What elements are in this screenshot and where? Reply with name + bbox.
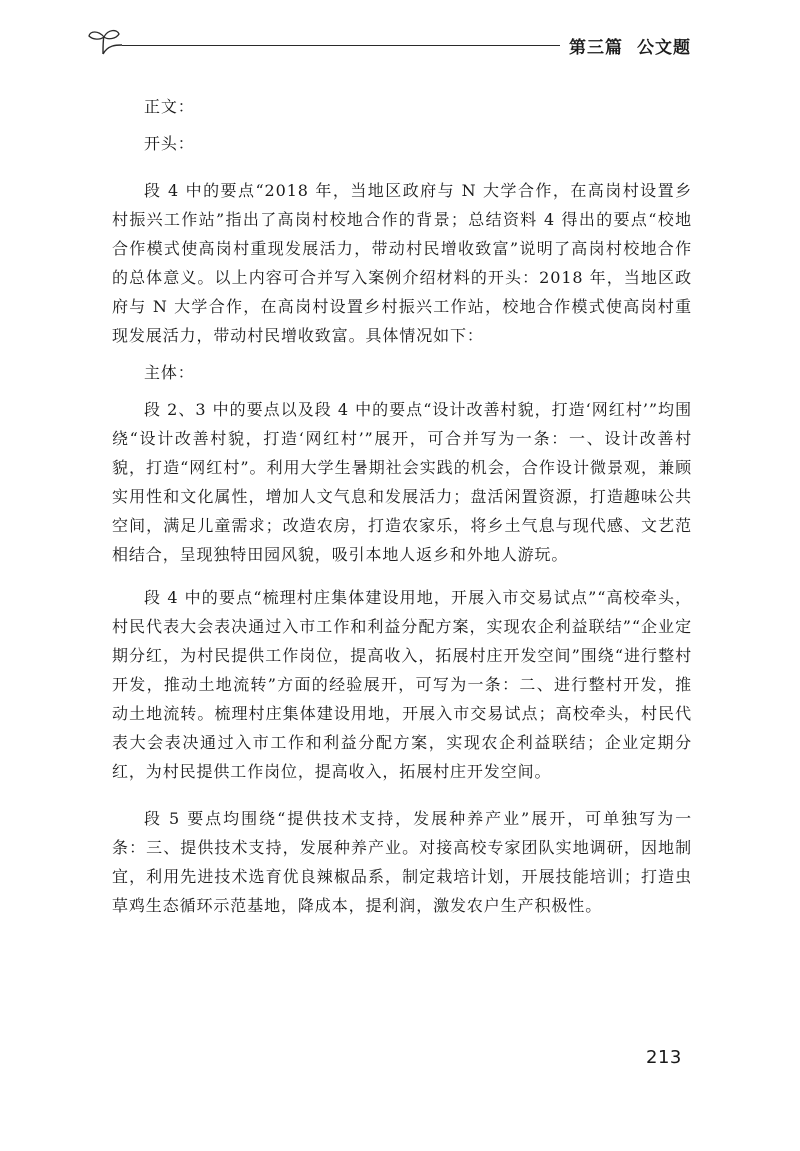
- section-topic: 公文题: [637, 38, 691, 58]
- running-header: [0, 0, 800, 70]
- body-paragraph-3: 段 5 要点均围绕“提供技术支持，发展种养产业”展开，可单独写为一条：三、提供技术支持，发展种养产业。对接高校专家团队实地调研，因地制宜，利用先进技术选育优良辣椒品系，制定栽培计划，开展技能培训；打造虫草鸡生态循环示范基地，降成本，提利润，激发农户生产积极性。: [112, 809, 692, 915]
- body-paragraph-2: 段 4 中的要点“梳理村庄集体建设用地，开展入市交易试点”“高校牵头，村民代表大会表决通过入市工作和利益分配方案，实现农企利益联结”“企业定期分红，为村民提供工作岗位，提高收入，拓展村庄开发空间”围绕“进行整村开发，推动土地流转”方面的经验展开，可写为一条：二、进行整村开发，推动土地流转。梳理村庄集体建设用地，开展入市交易试点；高校牵头，村民代表大会表决通过入市工作和利益分配方案，实现农企利益联结；企业定期分红，为村民提供工作岗位，提高收入，拓展村庄开发空间。: [112, 588, 692, 781]
- label-opening: 开头：: [144, 134, 195, 153]
- label-main-body: 主体：: [144, 363, 195, 382]
- label-main-text: 正文：: [144, 97, 195, 116]
- section-part: 第三篇: [569, 38, 623, 58]
- body-paragraph-1: 段 2、3 中的要点以及段 4 中的要点“设计改善村貌，打造‘网红村’”均围绕“设计改善村貌，打造‘网红村’”展开，可合并写为一条：一、设计改善村貌，打造“网红村”。利用大学生暑期社会实践的机会，合作设计微景观，兼顾实用性和文化属性，增加人文气息和发展活力；盘活闲置资源，打造趣味公共空间，满足儿童需求；改造农房，打造农家乐，将乡土气息与现代感、文艺范相结合，呈现独特田园风貌，吸引本地人返乡和外地人游玩。: [112, 400, 692, 564]
- opening-paragraph: 段 4 中的要点“2018 年，当地区政府与 N 大学合作，在高岗村设置乡村振兴工作站”指出了高岗村校地合作的背景；总结资料 4 得出的要点“校地合作模式使高岗村重现发展活力，带动村民增收致富”说明了高岗村校地合作的总体意义。以上内容可合并写入案例介绍材料的开头：2018 年，当地区政府与 N 大学合作，在高岗村设置乡村振兴工作站，校地合作模式使高岗村重现发展活力，带动村民增收致富。具体情况如下：: [112, 181, 692, 345]
- section-title: [569, 33, 691, 58]
- sprout-ornament-icon: [86, 26, 122, 56]
- header-rule: [122, 45, 560, 46]
- page-body: [112, 92, 692, 920]
- page-number: 213: [646, 1047, 682, 1068]
